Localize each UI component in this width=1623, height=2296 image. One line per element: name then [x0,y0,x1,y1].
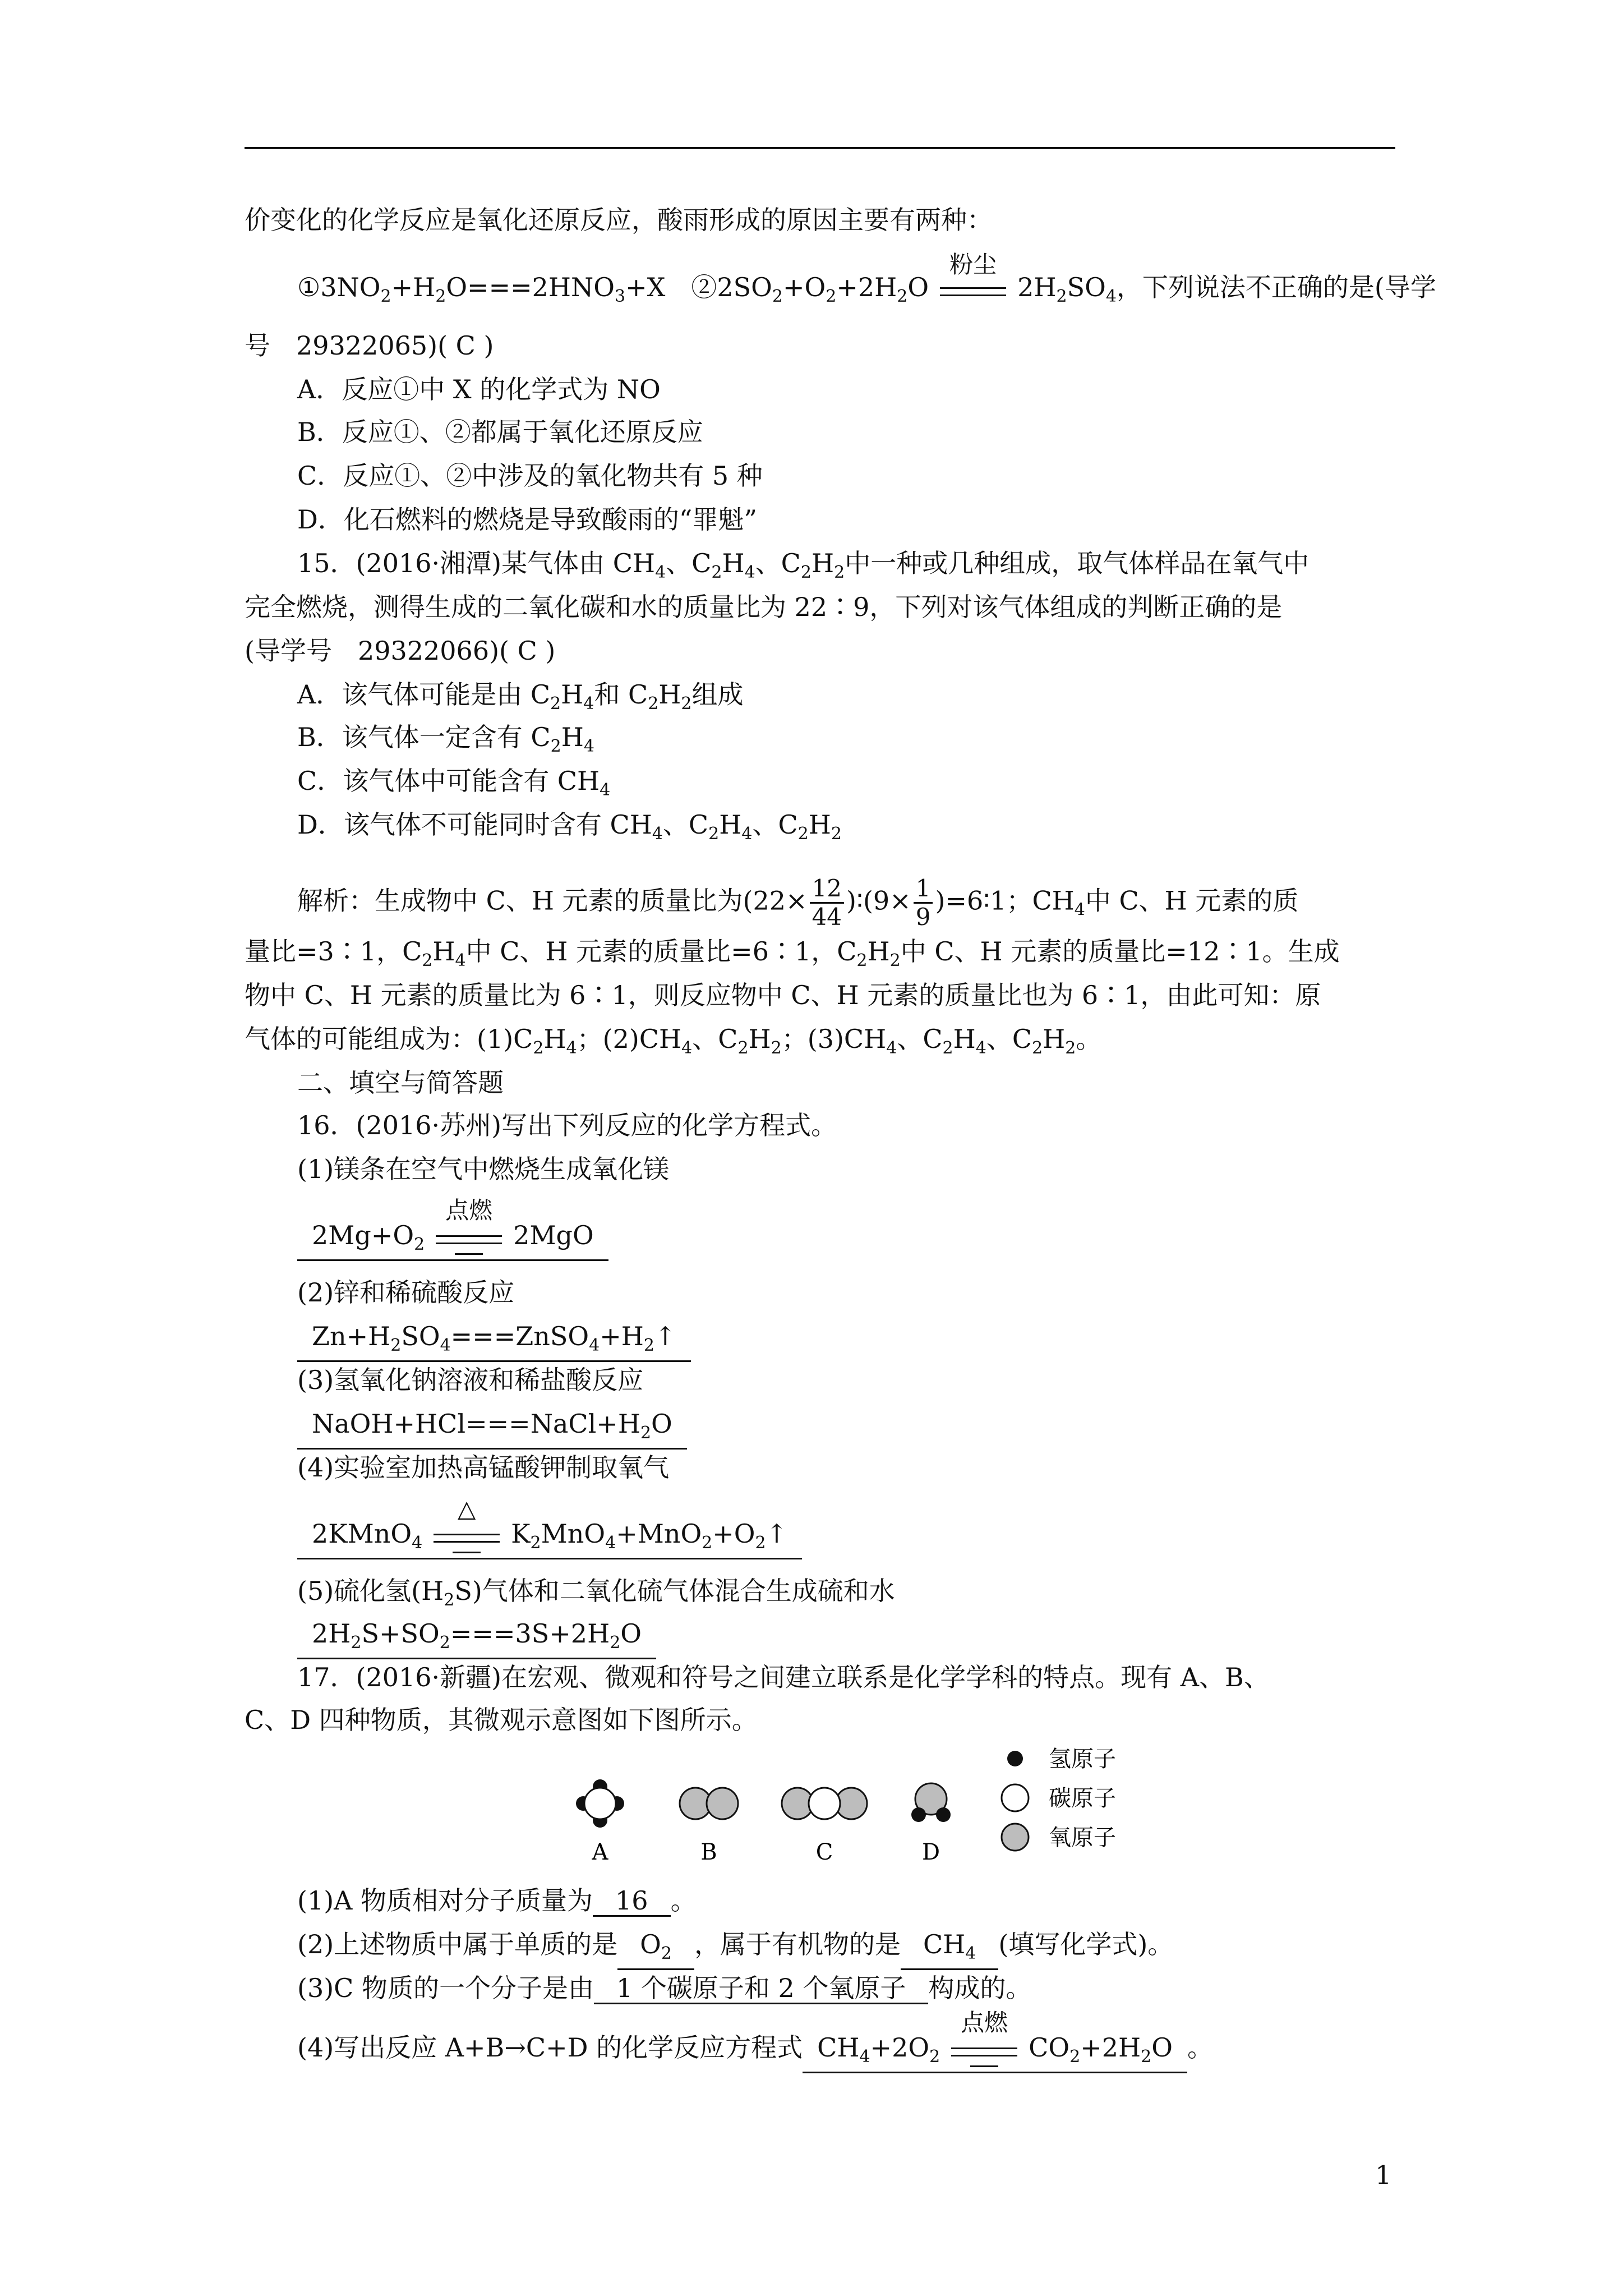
legend-carbon-label: 碳原子 [1049,1786,1116,1811]
text: B．反应①、②都属于氧化还原反应 [297,417,703,447]
text: 物中 C、H 元素的质量比为 6∶1，则反应物中 C、H 元素的质量比也为 6∶1，由此可知：原 [245,980,1321,1010]
text: 。 [1076,1024,1102,1054]
answer-line [297,1197,608,1261]
text: ，下列说法不正确的是(导学 [1116,272,1436,302]
text: (1)A 物质相对分子质量为 [297,1885,593,1916]
text: 、C [666,548,712,578]
sub-question [297,1363,643,1397]
section-heading [297,1066,504,1099]
text: (3)氢氧化钠溶液和稀盐酸反应 [297,1365,644,1395]
explanation-line [245,978,1321,1012]
molecule-svg [555,1736,1206,1871]
option-b [297,415,703,449]
text: H [722,548,745,578]
condition-label: 粉尘 [949,251,997,278]
sub-question [297,1451,669,1484]
text: 中 C、H 元素的质量比=12∶1。生成 [900,936,1340,967]
sub-question [297,1276,514,1309]
answer-blank: 2KMnO$_4$ △ $K_2MnO_4+MnO_2+O_2↑$ [297,1519,802,1559]
text: 二、填空与简答题 [297,1068,504,1098]
hydrogen-atom [936,1807,951,1822]
answer-blank: 1 个碳原子和 2 个氧原子 [594,1973,928,2004]
text: (填写化学式)。 [998,1929,1174,1959]
text: ；(3)CH [781,1024,887,1054]
label-d: D [921,1839,940,1865]
fraction: $\frac{12}{44}$ [810,875,844,931]
text: 完全燃烧，测得生成的二氧化碳和水的质量比为 22∶9，下列对该气体组成的判断正确的是 [245,592,1283,622]
question-16 [297,1108,837,1142]
text: A．该气体可能是由 C [297,679,551,710]
fraction: $\frac{1}{9}$ [914,875,933,931]
text: 价变化的化学反应是氧化还原反应，酸雨形成的原因主要有两种： [245,205,993,235]
text: O [907,272,929,302]
sub-question [297,2009,1213,2073]
text: ；(2)CH [577,1024,682,1054]
text: +H [391,272,436,302]
hydrogen-atom [911,1807,926,1822]
legend-oxygen-swatch [1002,1824,1029,1851]
text: 、C [692,1024,738,1054]
text: +X ②2SO [625,272,772,302]
text-line [245,329,494,362]
text: 、C [755,548,801,578]
answer-blank: 16 [593,1886,671,1917]
explanation-line: 量比=3∶1，$C_2H_4$中 C、H 元素的质量比=6∶1，$C_2H_2$中 C、H 元素的质量比=12∶1。生成 [245,936,1340,970]
text: 中 C、H 元素的质量比=6∶1，C [465,936,857,967]
option-d: D．该气体不可能同时含有 $CH_4$、$C_2H_4$、$C_2H_2$ [297,809,842,844]
carbon-atom [584,1788,616,1819]
text-line [245,1703,758,1737]
reaction-condition-sign [937,251,1009,306]
text: 中 C、H 元素的质 [1085,885,1299,916]
sub-question: (5)硫化氢$(H_2S)$气体和二氧化硫气体混合生成硫和水 [297,1576,895,1610]
molecule-d [911,1783,951,1822]
text: (5)硫化氢(H [297,1576,444,1606]
carbon-atom [809,1788,840,1819]
question-15: 15．(2016·湘潭)某气体由 $CH_4$、$C_2H_4$、$C_2H_2$中一种或几种组成，取气体样品在氧气中 [297,548,1310,582]
molecule-diagram [555,1736,1206,1871]
text: B．该气体一定含有 C [297,722,551,752]
header-rule [245,147,1395,149]
text: C、D 四种物质，其微观示意图如下图所示。 [245,1705,758,1735]
page-number: 1 [1375,2160,1392,2190]
text: +O [783,272,826,302]
text: +2H [836,272,897,302]
option-b: B．该气体一定含有 $C_2H_4$ [297,722,594,756]
label-b: B [700,1839,717,1865]
answer-blank: $CH_4$ [901,1930,998,1970]
text: 。 [1187,2032,1213,2063]
text: C．该气体中可能含有 CH [297,766,600,796]
molecule-a [576,1779,624,1828]
text: S)气体和二氧化硫气体混合生成硫和水 [454,1576,895,1606]
legend-hydrogen-swatch [1007,1751,1023,1766]
text: 气体的可能组成为：(1)C [245,1024,533,1054]
reaction-condition-sign: 点燃 [432,1221,505,1254]
text: 构成的。 [928,1973,1032,2003]
legend-hydrogen-label: 氢原子 [1049,1746,1116,1772]
answer-blank: $O_2$ [617,1930,694,1970]
label-c: C [815,1839,833,1865]
text: 和 C [594,679,648,710]
legend-carbon-swatch [1002,1784,1029,1811]
answer-blank: $Zn+H_2SO_4===ZnSO_4+H_2↑$ [297,1322,691,1362]
text: SO [1067,272,1106,302]
text: A．反应①中 X 的化学式为 NO [297,374,661,404]
answer-blank: $2Mg+O_2$ 点燃 2MgO [297,1221,608,1261]
sub-question [297,1971,1031,2005]
option-a [297,372,661,406]
molecule-c [782,1788,867,1819]
reaction-condition-sign: △ [430,1519,503,1553]
answer-line [297,1617,656,1659]
explanation-line: 解析：生成物中 C、H 元素的质量比为(22× $\frac{12}{44}$ )∶(9× $\frac{1}{9}$ )=6∶1；$CH_4$中 C、H 元素的质 [297,875,1299,931]
text: )=6∶1；CH [935,885,1075,916]
text: (2)上述物质中属于单质的是 [297,1929,618,1959]
text: 量比=3∶1，C [245,936,422,967]
answer-line [297,1407,687,1450]
answer-blank: $CH_4+2O_2$ 点燃 $CO_2+2H_2O$ [803,2033,1187,2073]
text: 2H [1017,272,1057,302]
text: 组成 [691,679,744,710]
option-a: A．该气体可能是由 $C_2H_4$和 $C_2H_2$组成 [297,679,744,714]
text: 中一种或几种组成，取气体样品在氧气中 [845,548,1310,578]
equation-line: $①3NO_2+H_2O===2HNO_3+X$ $②2SO_2+O_2+2H_2O$ 粉尘 $2H_2SO_4$，下列说法不正确的是(导学 [297,270,1436,314]
explanation-line: 气体的可能组成为：$(1)C_2H_4$；$(2)CH_4$、$C_2H_2$；$(3)CH_4$、$C_2H_4$、$C_2H_2$。 [245,1024,1102,1058]
text: 解析：生成物中 C、H 元素的质量比为(22× [297,885,808,916]
text: 15．(2016·湘潭)某气体由 CH [297,548,656,578]
text: (2)锌和稀硫酸反应 [297,1277,515,1308]
text: ①3NO [297,272,381,302]
sub-question [297,1884,697,1917]
text-line [245,634,555,668]
answer-line [297,1319,691,1362]
legend [1002,1746,1116,1851]
reaction-condition-sign: 点燃 [948,2033,1021,2067]
sub-question [297,1927,1173,1970]
answer-blank: $NaOH+HCl===NaCl+H_2O$ [297,1409,687,1450]
molecule-b [680,1788,738,1819]
answer-blank: $2H_2S+SO_2===3S+2H_2O$ [297,1619,656,1659]
sub-question [297,1152,669,1186]
option-d [297,503,757,536]
text: ，属于有机物的是 [694,1929,901,1959]
text: O===2HNO [446,272,615,302]
legend-oxygen-label: 氧原子 [1049,1825,1116,1851]
label-a: A [592,1839,608,1865]
text: 号 29322065)( C ) [245,330,494,361]
answer-line [297,1495,802,1559]
text: (3)C 物质的一个分子是由 [297,1973,594,2003]
text: (4)写出反应 A+B→C+D 的化学反应方程式 [297,2032,803,2063]
text: D．该气体不可能同时含有 CH [297,809,652,840]
text: H [811,548,834,578]
oxygen-atom [707,1788,738,1819]
text: 。 [670,1885,697,1916]
text: )∶(9× [846,885,911,916]
text: 17．(2016·新疆)在宏观、微观和符号之间建立联系是化学学科的特点。现有 A、B、 [297,1662,1270,1692]
text: 16．(2016·苏州)写出下列反应的化学方程式。 [297,1110,837,1140]
text: D．化石燃料的燃烧是导致酸雨的“罪魁” [297,504,757,535]
text: C．反应①、②中涉及的氧化物共有 5 种 [297,461,763,491]
text: (导学号 29322066)( C ) [245,636,556,666]
text: (4)实验室加热高锰酸钾制取氧气 [297,1452,670,1483]
question-17 [297,1660,1270,1694]
text-line [245,590,1282,624]
text-line [245,203,993,237]
option-c: C．该气体中可能含有 $CH_4$ [297,766,611,800]
text: (1)镁条在空气中燃烧生成氧化镁 [297,1154,670,1184]
option-c [297,459,763,493]
